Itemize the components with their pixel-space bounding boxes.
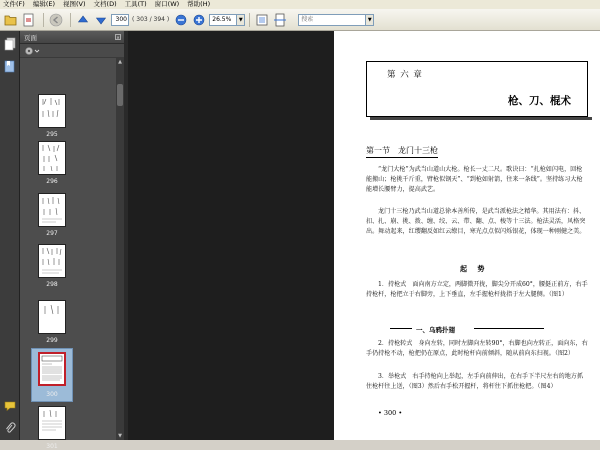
thumbnail-text-icon (40, 354, 64, 384)
page-thumbnail[interactable] (38, 300, 66, 334)
thumbnail-label: 300 (46, 391, 58, 398)
page-thumbnail[interactable] (38, 94, 66, 128)
toolbar (0, 9, 600, 31)
menu-window[interactable]: 窗口(W) (154, 0, 180, 8)
chapter-title: 枪、刀、棍术 (508, 95, 571, 107)
subheading: 起 势 (460, 264, 489, 273)
create-pdf-icon (22, 13, 36, 27)
panel-title: 页面 (24, 33, 37, 42)
zoom-out-button[interactable] (173, 12, 189, 28)
bookmark-icon (4, 59, 16, 73)
create-pdf-button[interactable] (21, 12, 37, 28)
pages-panel-button[interactable] (3, 37, 17, 51)
thumbnail-label: 297 (46, 230, 58, 237)
fit-width-button[interactable] (272, 12, 288, 28)
page-thumbnail[interactable] (38, 193, 66, 227)
zoom-in-button[interactable] (191, 12, 207, 28)
section-underline (366, 157, 438, 158)
bookmarks-panel-button[interactable] (3, 59, 17, 73)
page-thumbnail-current[interactable] (38, 352, 66, 386)
document-page (334, 31, 600, 440)
fit-width-icon (273, 13, 287, 27)
previous-page-button[interactable] (75, 12, 91, 28)
thumbnail-figures-icon (39, 194, 65, 226)
menu-edit[interactable]: 编辑(E) (32, 0, 55, 8)
menu-document[interactable]: 文档(D) (93, 0, 117, 8)
heading-rule-right (474, 328, 544, 329)
toolbar-separator (43, 13, 44, 27)
zoom-dropdown-button[interactable] (237, 14, 245, 26)
paperclip-icon (4, 422, 16, 434)
paragraph: 2．持枪转式 身向左转，同时左脚向左转90°，右脚也向左转正，面向东，右手仍持枪不动，枪把仍在原点，此时枪杆向前倾斜，随从前向东扫视。（图2） (366, 340, 588, 358)
fit-page-icon (255, 13, 269, 27)
thumbnail-label: 295 (46, 131, 58, 138)
chapter-heading-box (366, 61, 588, 117)
page-number-input[interactable] (111, 14, 129, 26)
navigation-rail (0, 31, 20, 440)
options-gear-icon[interactable] (24, 46, 40, 56)
page-count: ( 303 / 394 ) (132, 16, 170, 23)
menu-file[interactable]: 文件(F) (3, 0, 25, 8)
search-input[interactable] (298, 14, 366, 26)
paragraph: 龙门十三枪乃武当山道总徐本善所传，是武当派枪法之精华。其用法有：抖、扣、扎、崩、挑、拨、缠、绞、云、带、翻、点、梭等十三法。枪法灵活，风格突出。舞动起来，红缨翻反如红云缭目，寒光点点似闪烁银花，体现一种刚健之美。 (366, 208, 586, 236)
panel-header (20, 31, 124, 44)
heading-rule-left (390, 328, 412, 329)
zoom-out-icon (175, 14, 187, 26)
menu-help[interactable]: 帮助(H) (187, 0, 211, 8)
close-icon[interactable]: ✕ (116, 35, 120, 40)
page-thumbnail[interactable] (38, 244, 66, 278)
thumbnail-figures-icon (39, 301, 65, 333)
fit-page-button[interactable] (254, 12, 270, 28)
thumbnail-list (20, 58, 116, 450)
document-view[interactable] (124, 31, 600, 440)
attachments-panel-button[interactable] (3, 421, 17, 435)
scroll-up-icon[interactable]: ▲ (118, 59, 122, 65)
arrow-down-icon (95, 14, 107, 26)
back-button[interactable] (48, 12, 64, 28)
folder-open-icon (4, 14, 18, 26)
thumbnail-label: 299 (46, 337, 58, 344)
arrow-up-icon (77, 14, 89, 26)
thumbnail-label: 296 (46, 178, 58, 185)
search-dropdown-button[interactable] (366, 14, 374, 26)
thumbnail-figures-icon (39, 245, 65, 277)
thumbnail-figures-icon (39, 95, 65, 127)
move-title: 一、乌鸦扑翅 (416, 326, 455, 334)
next-page-button[interactable] (93, 12, 109, 28)
chapter-box-shadow (370, 117, 592, 120)
page-thumbnail[interactable] (38, 406, 66, 440)
zoom-in-icon (193, 14, 205, 26)
thumbnail-figures-icon (39, 407, 65, 439)
menu-view[interactable]: 视图(V) (63, 0, 86, 8)
comment-icon (4, 400, 16, 412)
paragraph: “龙门大枪”为武当山道山大枪。枪长一丈二尺。歌诀曰：“扎枪如闪电，回枪能搬山；枪挑千斤重，臂枪似钢天”、“到枪如射箭，往来一条线”。坚持练习大枪能增长腰臂力，提高武艺。 (366, 166, 583, 194)
open-button[interactable] (3, 12, 19, 28)
scroll-down-icon[interactable]: ▼ (118, 433, 122, 439)
menu-tools[interactable]: 工具(T) (124, 0, 147, 8)
zoom-level-input[interactable] (209, 14, 237, 26)
chevron-down-icon: ▼ (367, 16, 372, 23)
panel-options-bar (20, 44, 124, 58)
comments-panel-button[interactable] (3, 399, 17, 413)
toolbar-separator (249, 13, 250, 27)
toolbar-separator (70, 13, 71, 27)
pages-icon (4, 37, 16, 51)
thumbnail-figures-icon (39, 142, 65, 174)
paragraph: 1．持枪式 面向南方立定，两脚微开拢，脚尖分开成60°，腰挺正前方，右手持枪杆，枪把立于右脚旁，上下垂直，左手握枪杆拢指于左大腿侧。（图1） (366, 281, 588, 299)
thumbnail-label: 301 (46, 443, 58, 450)
chapter-number: 第 六 章 (387, 70, 423, 80)
back-arrow-icon (49, 13, 63, 27)
panel-splitter[interactable] (124, 31, 128, 440)
paragraph: 3．举枪式 右手持枪向上举起，左手向前伸出，在右手下半尺左右的地方抓住枪杆往上送，（图3）然后右手松开握杆，将杆往下抓住枪把。（图4） (366, 373, 583, 391)
page-thumbnail[interactable] (38, 141, 66, 175)
page-number: • 300 • (378, 409, 403, 417)
chevron-down-icon: ▼ (238, 16, 243, 23)
menu-bar (0, 0, 600, 9)
section-title: 第一节 龙门十三枪 (366, 146, 438, 155)
thumbnail-scrollbar[interactable] (116, 58, 124, 440)
scrollbar-thumb[interactable] (117, 84, 123, 106)
thumbnail-label: 298 (46, 281, 58, 288)
pages-panel (20, 31, 124, 450)
